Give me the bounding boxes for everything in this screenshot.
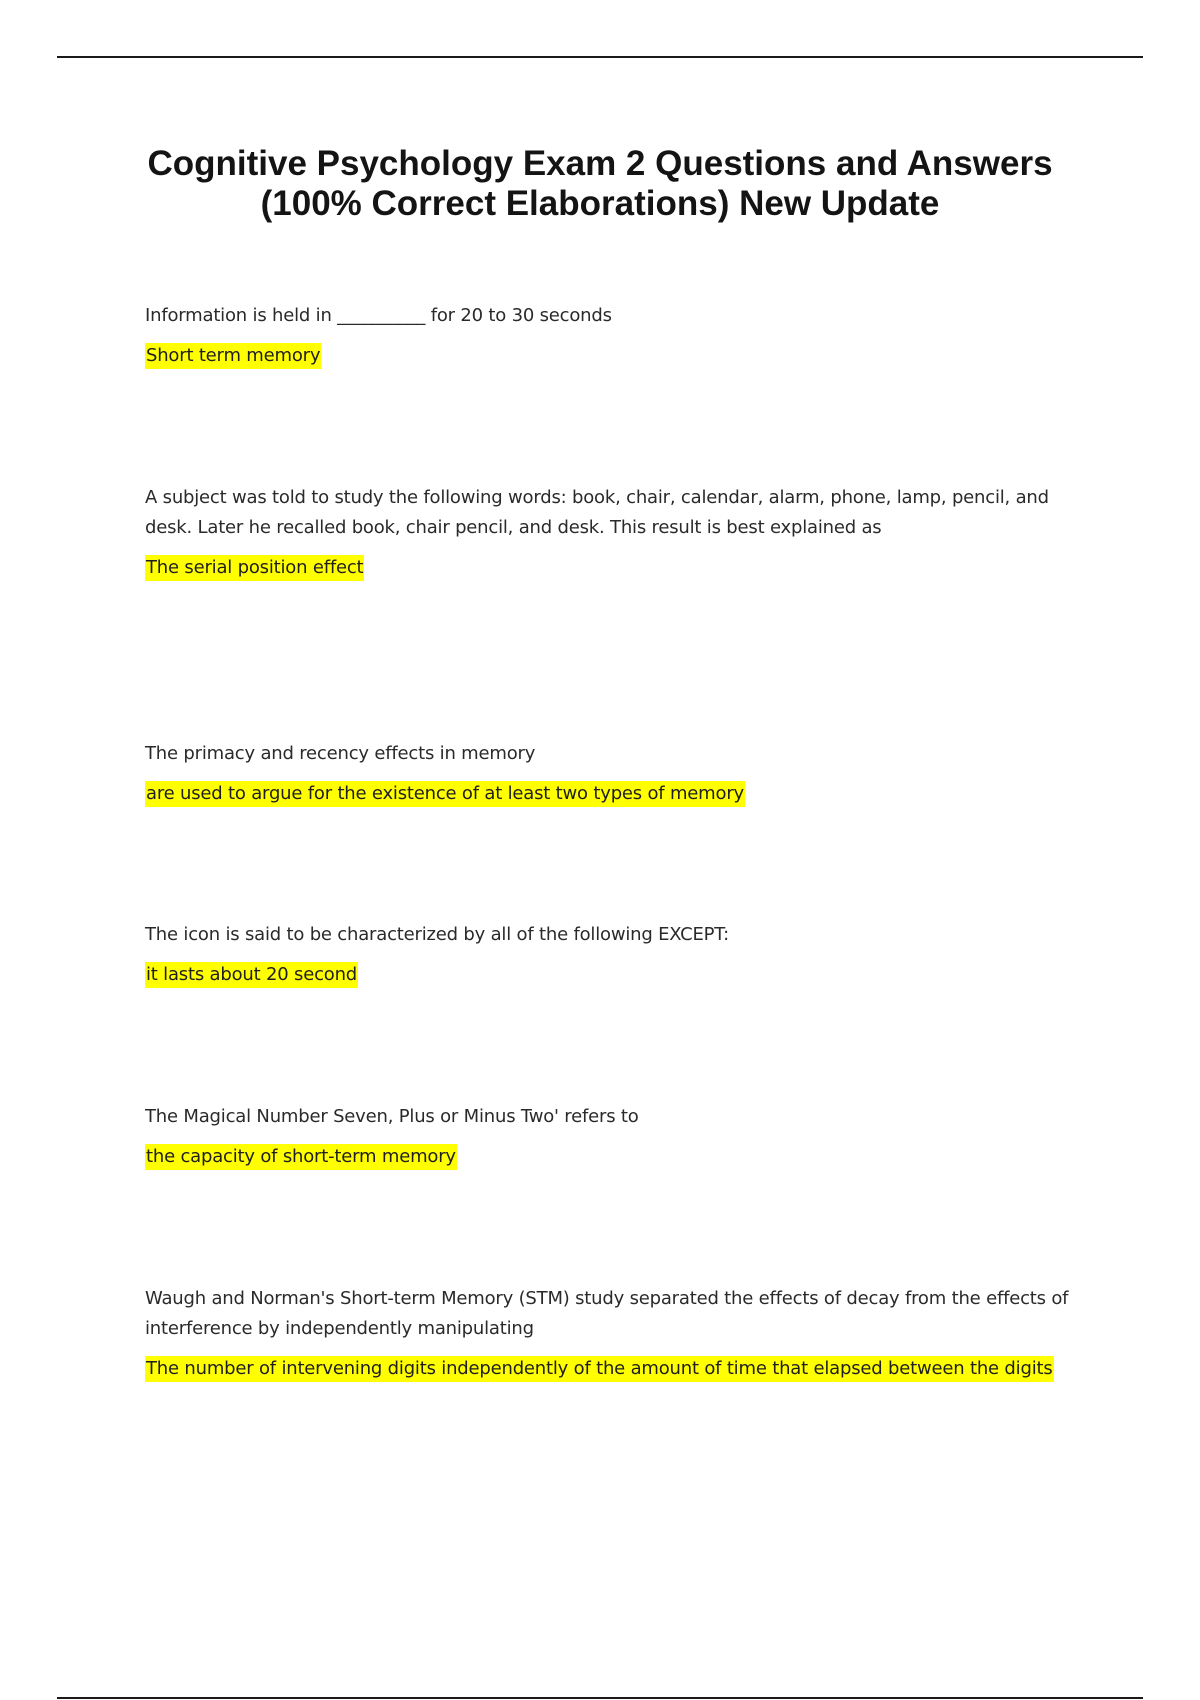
- qa-item-3: [145, 739, 1085, 809]
- question-2: A subject was told to study the following words: book, chair, calendar, alarm, phone, lamp, pencil, and desk. Later he recalled book, chair pencil, and desk. This result is best explained as: [145, 487, 1049, 538]
- footer-rule: [57, 1697, 1143, 1699]
- document-title-line-2: (100% Correct Elaborations) New Update: [260, 184, 940, 223]
- qa-item-2: [145, 483, 1085, 583]
- qa-item-4: [145, 920, 1085, 990]
- question-5: The Magical Number Seven, Plus or Minus Two' refers to: [145, 1106, 639, 1127]
- question-4: The icon is said to be characterized by all of the following EXCEPT:: [145, 924, 729, 945]
- answer-4: [145, 960, 1085, 990]
- header-rule: [57, 56, 1143, 58]
- answer-5: [145, 1142, 1085, 1172]
- answer-6: [145, 1354, 1085, 1384]
- answer-5-highlight: the capacity of short-term memory: [145, 1144, 457, 1170]
- qa-item-5: [145, 1102, 1085, 1172]
- answer-2: [145, 553, 1085, 583]
- answer-6-highlight: The number of intervening digits independently of the amount of time that elapsed between the digits: [145, 1356, 1054, 1382]
- qa-item-1: [145, 301, 1085, 371]
- answer-1-highlight: Short term memory: [145, 343, 321, 369]
- document-title-line-1: Cognitive Psychology Exam 2 Questions and Answers: [147, 144, 1053, 183]
- document-title: [100, 144, 1100, 224]
- answer-2-highlight: The serial position effect: [145, 555, 364, 581]
- answer-4-highlight: it lasts about 20 second: [145, 962, 358, 988]
- question-3: The primacy and recency effects in memory: [145, 743, 536, 764]
- qa-item-6: [145, 1284, 1085, 1384]
- question-6: Waugh and Norman's Short-term Memory (STM) study separated the effects of decay from the effects of interference by independently manipulating: [145, 1288, 1069, 1339]
- answer-3: [145, 779, 1085, 809]
- question-1: Information is held in __________ for 20 to 30 seconds: [145, 305, 612, 326]
- answer-3-highlight: are used to argue for the existence of at least two types of memory: [145, 781, 745, 807]
- answer-1: [145, 341, 1085, 371]
